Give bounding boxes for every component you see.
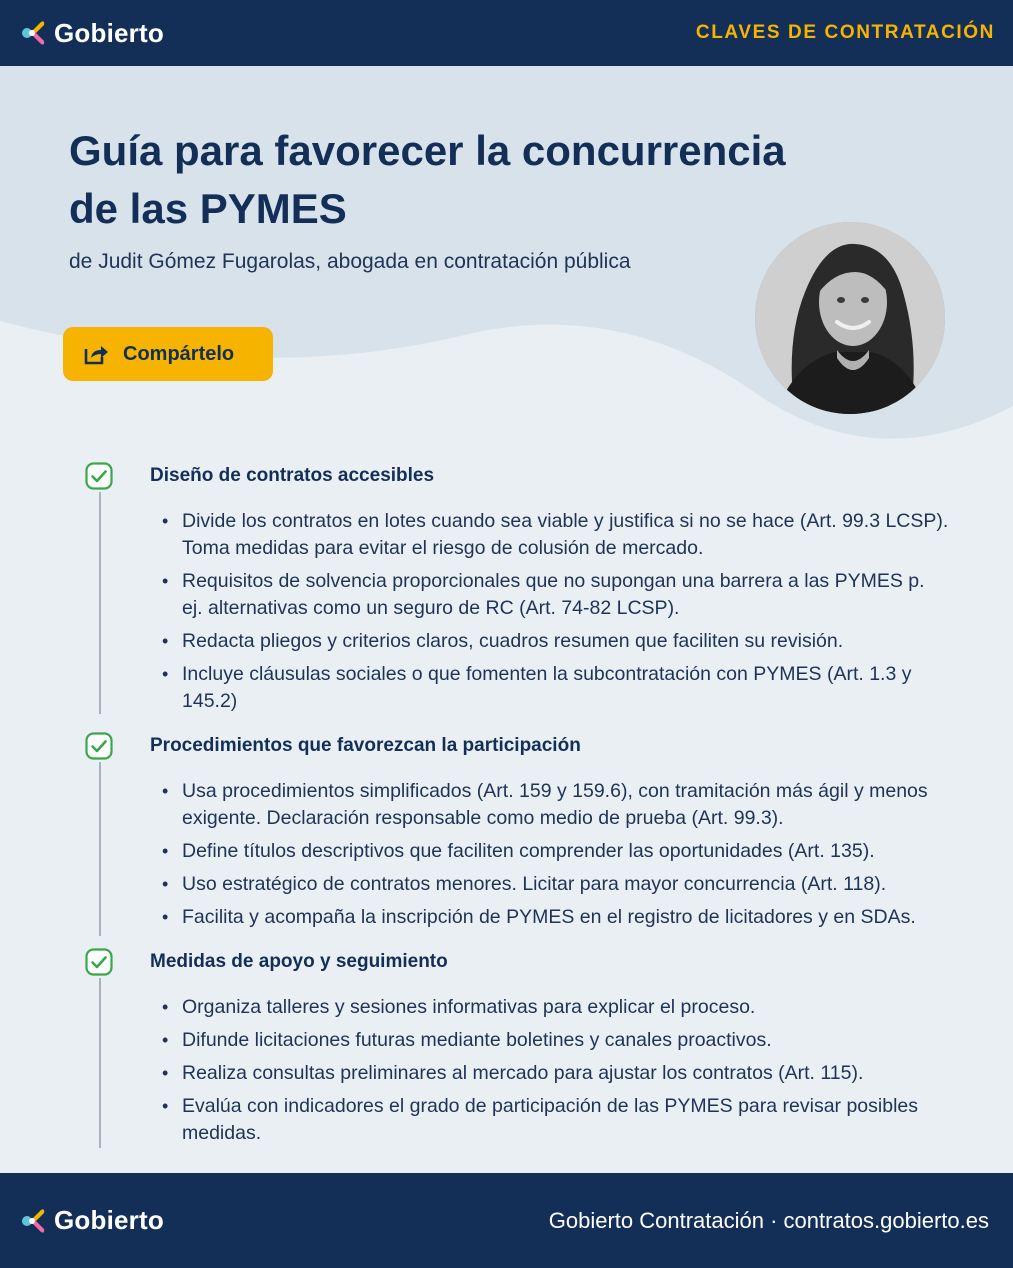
section-heading: Medidas de apoyo y seguimiento [150, 951, 448, 972]
footer-bar [0, 1173, 1013, 1268]
list-item: • Usa procedimientos simplificados (Art. 159 y 159.6), con tramitación más ágil y menos exigente. Declaración responsable como medio de prueba (Art. 99.3). [160, 778, 950, 832]
list-item: • Evalúa con indicadores el grado de participación de las PYMES para revisar posibles medidas. [160, 1093, 950, 1147]
header-tag: CLAVES DE CONTRATACIÓN [695, 22, 995, 43]
section-heading: Procedimientos que favorezcan la participación [150, 735, 581, 756]
timeline-line-3 [99, 978, 101, 1148]
list-item: • Divide los contratos en lotes cuando sea viable y justifica si no se hace (Art. 99.3 LCSP). Toma medidas para evitar el riesgo de colusión de mercado. [160, 508, 950, 562]
footer-brand-text: Gobierto [54, 1205, 164, 1235]
page-title [69, 122, 829, 238]
footer-link[interactable]: Gobierto Contratación · contratos.gobierto.es [548, 1207, 989, 1233]
check-icon [85, 732, 113, 760]
list-item: • Uso estratégico de contratos menores. Licitar para mayor concurrencia (Art. 118). [160, 871, 950, 898]
list-item: • Organiza talleres y sesiones informativas para explicar el proceso. [160, 994, 950, 1021]
check-icon [85, 462, 113, 490]
footer-brand[interactable] [20, 1205, 164, 1236]
timeline-line-2 [99, 762, 101, 936]
header-brand[interactable] [20, 18, 164, 49]
top-bar [0, 0, 1013, 66]
author-portrait [755, 222, 945, 414]
page-subtitle: de Judit Gómez Fugarolas, abogada en contratación pública [69, 250, 631, 273]
list-item: • Realiza consultas preliminares al mercado para ajustar los contratos (Art. 115). [160, 1060, 950, 1087]
header-brand-text: Gobierto [54, 17, 164, 48]
list-item: • Redacta pliegos y criterios claros, cuadros resumen que faciliten su revisión. [160, 628, 950, 655]
list-item: • Requisitos de solvencia proporcionales que no supongan una barrera a las PYMES p. ej. alternativas como un seguro de RC (Art. 74-82 LCSP). [160, 568, 950, 622]
page-title-line-2: de las PYMES [69, 185, 347, 232]
list-item: • Define títulos descriptivos que faciliten comprender las oportunidades (Art. 135). [160, 838, 950, 865]
page-title-line-1: Guía para favorecer la concurrencia [69, 127, 786, 174]
list-item: • Difunde licitaciones futuras mediante boletines y canales proactivos. [160, 1027, 950, 1054]
list-item: • Incluye cláusulas sociales o que fomenten la subcontratación con PYMES (Art. 1.3 y 145.2) [160, 661, 950, 715]
section-list [160, 778, 950, 937]
section-list [160, 508, 950, 721]
share-button-label: Compártelo [123, 342, 235, 365]
share-icon [83, 342, 109, 366]
gobierto-logo-icon [20, 1208, 46, 1234]
gobierto-logo-icon [20, 20, 46, 46]
author-portrait-image [755, 222, 945, 414]
share-button[interactable] [63, 327, 273, 381]
timeline-line-1 [99, 492, 101, 714]
check-icon [85, 948, 113, 976]
list-item: • Facilita y acompaña la inscripción de PYMES en el registro de licitadores y en SDAs. [160, 904, 950, 931]
section-list [160, 994, 950, 1153]
section-heading: Diseño de contratos accesibles [150, 465, 435, 486]
